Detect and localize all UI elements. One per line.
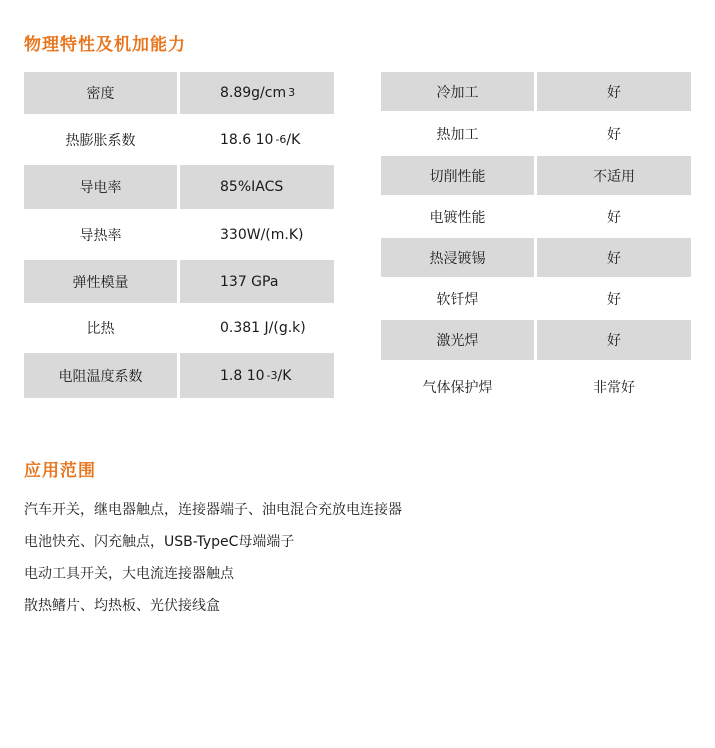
property-label: 电阻温度系数 [24, 353, 177, 398]
machining-value: 好 [607, 209, 621, 226]
machining-label: 切削性能 [381, 156, 534, 195]
machining-label: 热加工 [436, 126, 479, 143]
property-value: 330W/(m.K) [220, 226, 304, 243]
machining-label: 激光焊 [381, 320, 534, 360]
property-label: 导电率 [24, 165, 177, 209]
property-value: 8.89g/cm 3 [180, 72, 334, 114]
machining-label: 气体保护焊 [422, 379, 493, 396]
property-value: 85%IACS [180, 165, 334, 209]
property-value: 18.6 10 -6 /K [220, 131, 301, 148]
machining-row-cold-working [381, 72, 691, 111]
machining-value: 非常好 [593, 379, 635, 396]
property-row-thermal-conductivity [24, 209, 334, 260]
property-label: 热膨胀系数 [65, 132, 136, 149]
machining-value: 好 [537, 320, 691, 360]
machining-label: 热浸镀锡 [381, 238, 534, 277]
machining-row-cutting [381, 156, 691, 195]
property-row-conductivity [24, 165, 334, 209]
machining-row-hot-dip-tinning [381, 238, 691, 277]
machining-value: 好 [607, 291, 621, 308]
physical-properties-table [24, 72, 334, 398]
list-item: 汽车开关，继电器触点，连接器端子、油电混合充放电连接器 [24, 502, 402, 518]
machining-value: 好 [607, 126, 621, 143]
property-label: 比热 [86, 321, 115, 337]
property-row-elastic-modulus [24, 260, 334, 303]
property-value: 1.8 10 -3 /K [180, 353, 334, 398]
property-row-density [24, 72, 334, 114]
property-value: 0.381 J/(g.k) [220, 320, 306, 336]
machining-capability-table [381, 72, 691, 413]
machining-row-gas-shielded-welding [381, 360, 691, 413]
machining-row-laser-welding [381, 320, 691, 360]
machining-value: 好 [537, 238, 691, 277]
machining-row-electroplating [381, 195, 691, 238]
machining-label: 电镀性能 [429, 209, 486, 226]
property-row-thermal-expansion [24, 114, 334, 165]
machining-value: 不适用 [537, 156, 691, 195]
machining-row-soldering [381, 277, 691, 320]
property-row-specific-heat [24, 303, 334, 353]
application-scope-title: 应用范围 [24, 461, 96, 481]
physical-properties-title: 物理特性及机加能力 [24, 35, 186, 55]
property-row-resistance-temp-coefficient [24, 353, 334, 398]
machining-label: 冷加工 [381, 72, 534, 111]
property-label: 密度 [24, 72, 177, 114]
property-label: 导热率 [79, 227, 122, 244]
machining-row-hot-working [381, 111, 691, 156]
property-label: 弹性模量 [24, 260, 177, 303]
list-item: 电池快充、闪充触点，USB-TypeC母端端子 [24, 534, 295, 550]
machining-value: 好 [537, 72, 691, 111]
application-list [24, 500, 402, 628]
list-item: 电动工具开关，大电流连接器触点 [24, 566, 234, 582]
list-item: 散热鳍片、均热板、光伏接线盒 [24, 598, 220, 614]
property-value: 137 GPa [180, 260, 334, 303]
machining-label: 软钎焊 [436, 291, 479, 308]
